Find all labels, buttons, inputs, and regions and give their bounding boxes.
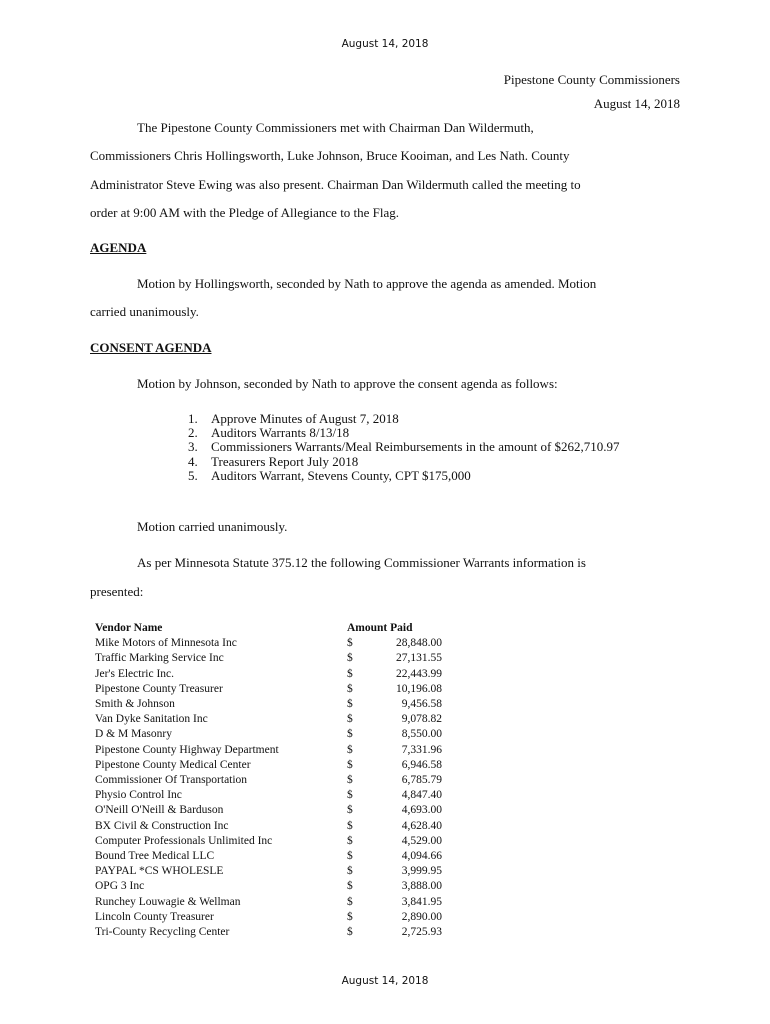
currency-symbol-cell: $	[347, 637, 353, 650]
currency-symbol-cell: $	[347, 758, 353, 771]
list-item-text: Auditors Warrants 8/13/18	[211, 425, 350, 441]
amount-paid-cell: 2,725.93	[401, 926, 442, 939]
list-item	[188, 440, 628, 454]
vendor-name-cell: Tri-County Recycling Center	[95, 926, 230, 939]
page-header-date: August 14, 2018	[341, 38, 429, 50]
currency-symbol-cell: $	[347, 698, 353, 711]
table-row	[95, 636, 442, 651]
currency-symbol-cell: $	[347, 895, 353, 908]
currency-symbol-cell: $	[347, 667, 353, 680]
amount-paid-cell: 3,999.95	[401, 865, 442, 878]
currency-symbol-cell: $	[347, 652, 353, 665]
list-item	[188, 469, 628, 483]
vendor-name-cell: Van Dyke Sanitation Inc	[95, 713, 208, 726]
title-org: Pipestone County Commissioners	[503, 72, 680, 87]
amount-paid-cell: 22,443.99	[396, 667, 442, 680]
intro-line: order at 9:00 AM with the Pledge of Allegiance to the Flag.	[90, 205, 400, 220]
table-row	[95, 697, 442, 712]
table-row	[95, 651, 442, 666]
list-item-text: Approve Minutes of August 7, 2018	[211, 411, 399, 426]
agenda-text-line: Motion by Hollingsworth, seconded by Nath to approve the agenda as amended. Motion	[137, 276, 597, 291]
currency-symbol-cell: $	[347, 713, 353, 726]
table-row	[95, 712, 442, 727]
amount-paid-cell: 6,785.79	[401, 774, 442, 787]
page-footer-date: August 14, 2018	[341, 975, 429, 987]
table-row	[95, 682, 442, 697]
amount-paid-cell: 4,847.40	[401, 789, 442, 802]
vendor-name-cell: O'Neill O'Neill & Barduson	[95, 804, 224, 817]
table-row	[95, 788, 442, 803]
amount-paid-cell: 2,890.00	[401, 910, 442, 923]
agenda-text-line: carried unanimously.	[90, 304, 199, 319]
currency-symbol-cell: $	[347, 682, 353, 695]
amount-paid-cell: 6,946.58	[401, 758, 442, 771]
amount-paid-cell: 3,841.95	[401, 895, 442, 908]
amount-paid-cell: 4,693.00	[401, 804, 442, 817]
table-row	[95, 727, 442, 742]
vendor-name-cell: Jer's Electric Inc.	[95, 667, 175, 680]
currency-symbol-cell: $	[347, 926, 353, 939]
vendor-name-cell: Smith & Johnson	[95, 698, 175, 711]
currency-symbol-cell: $	[347, 910, 353, 923]
amount-paid-cell: 10,196.08	[396, 682, 442, 695]
vendor-name-cell: Pipestone County Medical Center	[95, 758, 251, 771]
consent-result: Motion carried unanimously.	[137, 519, 288, 534]
list-item-text: Treasurers Report July 2018	[211, 453, 359, 469]
intro-line: Commissioners Chris Hollingsworth, Luke Johnson, Bruce Kooiman, and Les Nath. County	[90, 148, 570, 163]
table-row	[95, 925, 442, 940]
column-header-vendor: Vendor Name	[95, 622, 163, 634]
vendor-name-cell: Pipestone County Treasurer	[95, 682, 223, 695]
vendor-name-cell: Traffic Marking Service Inc	[95, 652, 224, 665]
table-row	[95, 667, 442, 682]
amount-paid-cell: 4,628.40	[401, 819, 442, 832]
amount-paid-cell: 9,078.82	[401, 713, 442, 726]
list-item-text: Commissioners Warrants/Meal Reimbursements in the amount of $262,710.97	[211, 439, 620, 455]
table-row	[95, 758, 442, 773]
vendor-name-cell: Computer Professionals Unlimited Inc	[95, 834, 273, 847]
list-item-number: 1.	[188, 411, 198, 426]
warrants-table-body	[95, 636, 442, 940]
currency-symbol-cell: $	[347, 880, 353, 893]
table-row	[95, 910, 442, 925]
vendor-name-cell: BX Civil & Construction Inc	[95, 819, 229, 832]
list-item	[188, 455, 628, 469]
table-row	[95, 834, 442, 849]
title-date: August 14, 2018	[593, 96, 680, 111]
currency-symbol-cell: $	[347, 743, 353, 756]
currency-symbol-cell: $	[347, 789, 353, 802]
amount-paid-cell: 9,456.58	[401, 698, 442, 711]
list-item	[188, 426, 628, 440]
list-item-number: 4.	[188, 453, 198, 469]
vendor-name-cell: Mike Motors of Minnesota Inc	[95, 637, 237, 650]
vendor-name-cell: OPG 3 Inc	[95, 880, 145, 893]
table-row	[95, 895, 442, 910]
vendor-name-cell: D & M Masonry	[95, 728, 172, 741]
column-header-amount: Amount Paid	[347, 622, 413, 634]
amount-paid-cell: 28,848.00	[396, 637, 442, 650]
list-item	[188, 412, 628, 426]
currency-symbol-cell: $	[347, 774, 353, 787]
list-item-number: 3.	[188, 439, 198, 455]
list-item-number: 5.	[188, 467, 198, 483]
vendor-name-cell: Runchey Louwagie & Wellman	[95, 895, 241, 908]
consent-items-list	[188, 412, 628, 483]
vendor-name-cell: Pipestone County Highway Department	[95, 743, 279, 756]
amount-paid-cell: 27,131.55	[396, 652, 442, 665]
statute-line: As per Minnesota Statute 375.12 the following Commissioner Warrants information is	[137, 555, 586, 570]
currency-symbol-cell: $	[347, 804, 353, 817]
table-row	[95, 849, 442, 864]
intro-line: Administrator Steve Ewing was also present. Chairman Dan Wildermuth called the meeting to	[90, 177, 581, 192]
currency-symbol-cell: $	[347, 834, 353, 847]
statute-line: presented:	[90, 584, 144, 599]
amount-paid-cell: 3,888.00	[401, 880, 442, 893]
currency-symbol-cell: $	[347, 865, 353, 878]
vendor-name-cell: Lincoln County Treasurer	[95, 910, 214, 923]
amount-paid-cell: 8,550.00	[401, 728, 442, 741]
vendor-name-cell: Bound Tree Medical LLC	[95, 850, 215, 863]
table-row	[95, 803, 442, 818]
vendor-name-cell: Commissioner Of Transportation	[95, 774, 248, 787]
currency-symbol-cell: $	[347, 728, 353, 741]
currency-symbol-cell: $	[347, 819, 353, 832]
list-item-text: Auditors Warrant, Stevens County, CPT $175,000	[211, 467, 471, 483]
table-row	[95, 819, 442, 834]
table-header-row	[95, 621, 442, 636]
amount-paid-cell: 4,094.66	[401, 850, 442, 863]
consent-agenda-heading: CONSENT AGENDA	[90, 340, 212, 355]
amount-paid-cell: 4,529.00	[401, 834, 442, 847]
table-row	[95, 864, 442, 879]
currency-symbol-cell: $	[347, 850, 353, 863]
amount-paid-cell: 7,331.96	[401, 743, 442, 756]
table-row	[95, 879, 442, 894]
intro-line: The Pipestone County Commissioners met with Chairman Dan Wildermuth,	[137, 120, 534, 135]
agenda-heading: AGENDA	[90, 240, 147, 255]
consent-motion: Motion by Johnson, seconded by Nath to approve the consent agenda as follows:	[137, 376, 558, 391]
vendor-name-cell: PAYPAL *CS WHOLESLE	[95, 865, 224, 878]
table-row	[95, 743, 442, 758]
list-item-number: 2.	[188, 425, 198, 441]
table-row	[95, 773, 442, 788]
vendor-name-cell: Physio Control Inc	[95, 789, 182, 802]
warrants-table	[95, 621, 442, 940]
